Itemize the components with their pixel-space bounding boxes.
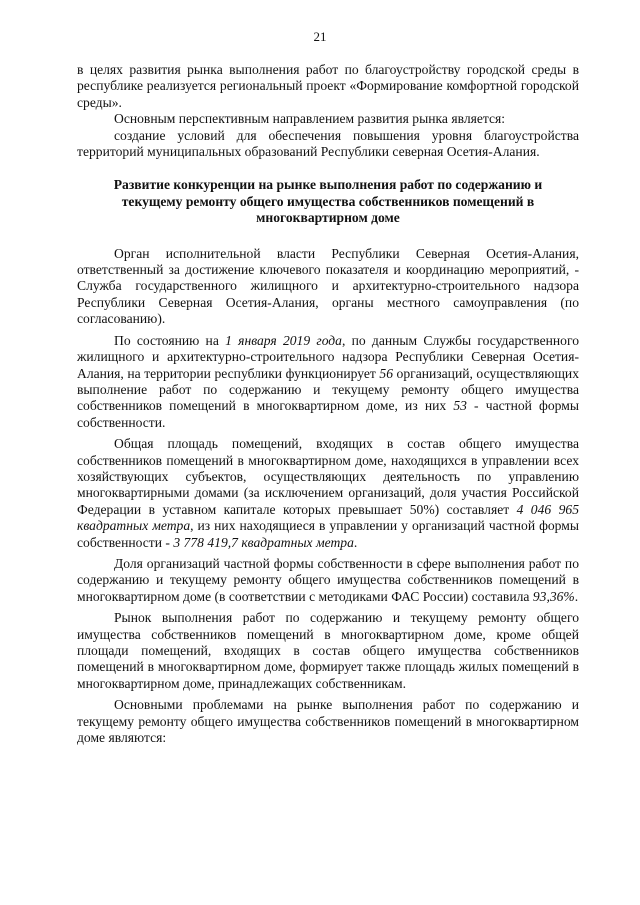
area-total: 4 046 965 квадратных метра [77, 501, 579, 534]
organizations-count-paragraph [77, 333, 579, 431]
text-span: . [353, 534, 358, 550]
market-paragraph: Рынок выполнения работ по содержанию и текущему ремонту общего имущества собственников помещений в многоквартирном доме, кроме общей площади помещений, входящих в состав общего имущества собственников помещений в многоквартирном доме, формирует также площадь жилых помещений в многоквартирном доме, принадлежащих собственникам. [77, 610, 579, 691]
direction-paragraph: Основным перспективным направлением развития рынка является: [114, 111, 506, 127]
text-span: . [574, 588, 579, 604]
responsible-body-paragraph: Орган исполнительной власти Республики Северная Осетия-Алания, ответственный за достижение ключевого показателя и координацию мероприятий, - Служба государственного жилищного и архитектурно-строительного надзора Республики Северная Осетия-Алания, органы местного самоуправления (по согласованию). [77, 245, 579, 327]
organizations-total: 56 [379, 365, 393, 381]
section-heading: Развитие конкуренции на рынке выполнения работ по содержанию и текущему ремонту общего имущества собственников помещений в многоквартирном доме [113, 177, 543, 226]
text-span: Доля организаций частной формы собственности в сфере выполнения работ по содержанию и текущему ремонту общего имущества собственников помещений в многоквартирном доме (в соответствии с методиками ФАС России) составила [77, 555, 579, 604]
direction-item-paragraph: создание условий для обеспечения повышения уровня благоустройства территорий муниципальных образований Республики северная Осетия-Алания. [77, 127, 579, 160]
report-date: 1 января 2019 года [225, 332, 342, 348]
text-span: - частной формы собственности. [77, 398, 579, 430]
intro-paragraph: в целях развития рынка выполнения работ по благоустройству городской среды в республике реализуется региональный проект «Формирование комфортной городской среды». [77, 62, 579, 110]
text-span: организаций, осуществляющих выполнение работ по содержанию и текущему ремонту общего имущества собственников помещений в многоквартирном доме, из них [77, 365, 580, 414]
document-body [77, 62, 579, 746]
area-paragraph [77, 436, 579, 551]
text-span: По состоянию на [114, 332, 226, 348]
text-span: Общая площадь помещений, входящих в состав общего имущества собственников помещений в многоквартирном доме, находящихся в управлении всех хозяйствующих субъектов, осуществляющих деятельность по управлению многоквартирными домами (за исключением организаций, доля участия Российской Федерации в уставном капитале которых превышает 50%) составляет [77, 436, 579, 517]
area-private: 3 778 419,7 квадратных метра [173, 534, 354, 550]
share-paragraph [77, 556, 579, 605]
organizations-private: 53 [453, 398, 467, 414]
text-span: , из них находящиеся в управлении у организаций частной формы собственности - [77, 518, 579, 550]
page-number: 21 [313, 29, 327, 44]
text-span: , по данным Службы государственного жилищного и архитектурно-строительного надзора Республики Северная Осетия-Алания, на территории республики функционирует [77, 332, 579, 381]
private-share: 93,36% [532, 588, 575, 604]
problems-paragraph: Основными проблемами на рынке выполнения работ по содержанию и текущему ремонту общего имущества собственников помещений в многоквартирном доме являются: [77, 697, 579, 746]
